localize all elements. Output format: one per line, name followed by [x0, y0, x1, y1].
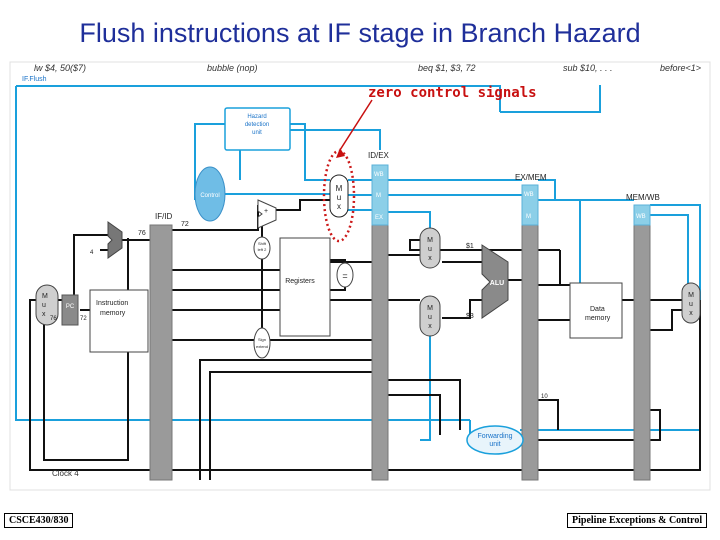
reg-1-label: $1: [466, 243, 474, 250]
wb-mux-u: u: [689, 301, 693, 308]
page-title: Flush instructions at IF stage in Branch Hazard: [79, 18, 641, 48]
registers-label: Registers: [285, 278, 315, 285]
branch-adder-plus: +: [264, 208, 269, 215]
alu-mux-a-m: M: [427, 237, 433, 244]
forwarding-label-1: Forwarding: [477, 433, 513, 440]
shift-label-1: Shift: [257, 241, 267, 246]
dmem-label-1: Data: [590, 306, 605, 313]
pc-mux-m: M: [42, 293, 48, 300]
if-flush-label: IF.Flush: [22, 76, 47, 83]
num-72-pc: 72: [80, 316, 87, 322]
register-file: [280, 238, 330, 336]
forwarding-unit: [467, 426, 523, 454]
exmem-register: [522, 225, 538, 480]
imem-label-1: Instruction: [96, 300, 129, 307]
control-label: Control: [200, 193, 220, 199]
num-72-top: 72: [181, 221, 189, 228]
alu-mux-b-u: u: [428, 314, 432, 321]
memwb-register: [634, 225, 650, 480]
hazard-label-2: detection: [244, 122, 270, 128]
alu-mux-b-x: x: [428, 323, 432, 330]
equals-sign: =: [342, 271, 348, 281]
idex-register: [372, 225, 388, 480]
ifid-label: IF/ID: [155, 212, 173, 221]
pc-mux-u: u: [42, 302, 46, 309]
exmem-label: EX/MEM: [515, 173, 547, 182]
control-mux-u: u: [336, 193, 342, 202]
hazard-label-1: Hazard: [247, 114, 267, 120]
num-76-top: 76: [138, 230, 146, 237]
alu-mux-a-x: x: [428, 255, 432, 262]
wb-mux-m: M: [688, 292, 694, 299]
num-76-pc: 76: [50, 316, 57, 322]
memwb-label: MEM/WB: [626, 193, 660, 202]
alu-label: ALU: [489, 280, 505, 287]
reg-3-label: $3: [466, 313, 474, 320]
exmem-m-label: M: [526, 214, 531, 220]
wb-mux-x: x: [689, 310, 693, 317]
exmem-wb-label: WB: [524, 192, 534, 198]
alu-mux-a-u: u: [428, 246, 432, 253]
stage-label-lw: lw $4, 50($7): [34, 63, 87, 73]
hazard-label-3: unit: [252, 130, 262, 136]
memwb-wb-label: WB: [636, 214, 646, 220]
ifid-register: [150, 225, 172, 480]
const-four: 4: [90, 250, 94, 256]
idex-m-label: M: [376, 193, 381, 199]
pc-mux-x: x: [42, 311, 46, 318]
sign-extend: [254, 328, 270, 358]
zero-control-signals-annotation: zero control signals: [368, 85, 537, 101]
forwarding-label-2: unit: [489, 441, 501, 448]
diagram-frame: [10, 62, 710, 490]
idex-ex-label: EX: [375, 215, 384, 221]
stage-label-before: before<1>: [660, 63, 702, 73]
alu-mux-b-m: M: [427, 305, 433, 312]
control-mux-m: M: [335, 184, 343, 193]
idex-wb-label: WB: [374, 172, 384, 178]
imem-label-2: memory: [100, 310, 126, 317]
dmem-label-2: memory: [585, 315, 611, 322]
signext-label-2: extend: [255, 344, 269, 349]
stage-label-sub: sub $10, . . .: [563, 63, 613, 73]
slide-topic: Pipeline Exceptions & Control: [567, 513, 707, 528]
stage-label-beq: beq $1, $3, 72: [418, 63, 476, 73]
course-code: CSCE430/830: [4, 513, 73, 528]
signext-label-1: Sign: [257, 337, 267, 342]
pc-register: [62, 295, 78, 325]
stage-label-bubble: bubble (nop): [207, 63, 258, 73]
idex-label: ID/EX: [368, 151, 389, 160]
control-mux-x: x: [337, 202, 341, 211]
clock-label: Clock 4: [52, 469, 79, 478]
num-10: 10: [541, 394, 548, 400]
shift-label-2: left 2: [257, 247, 267, 252]
pc-label: PC: [65, 304, 75, 310]
